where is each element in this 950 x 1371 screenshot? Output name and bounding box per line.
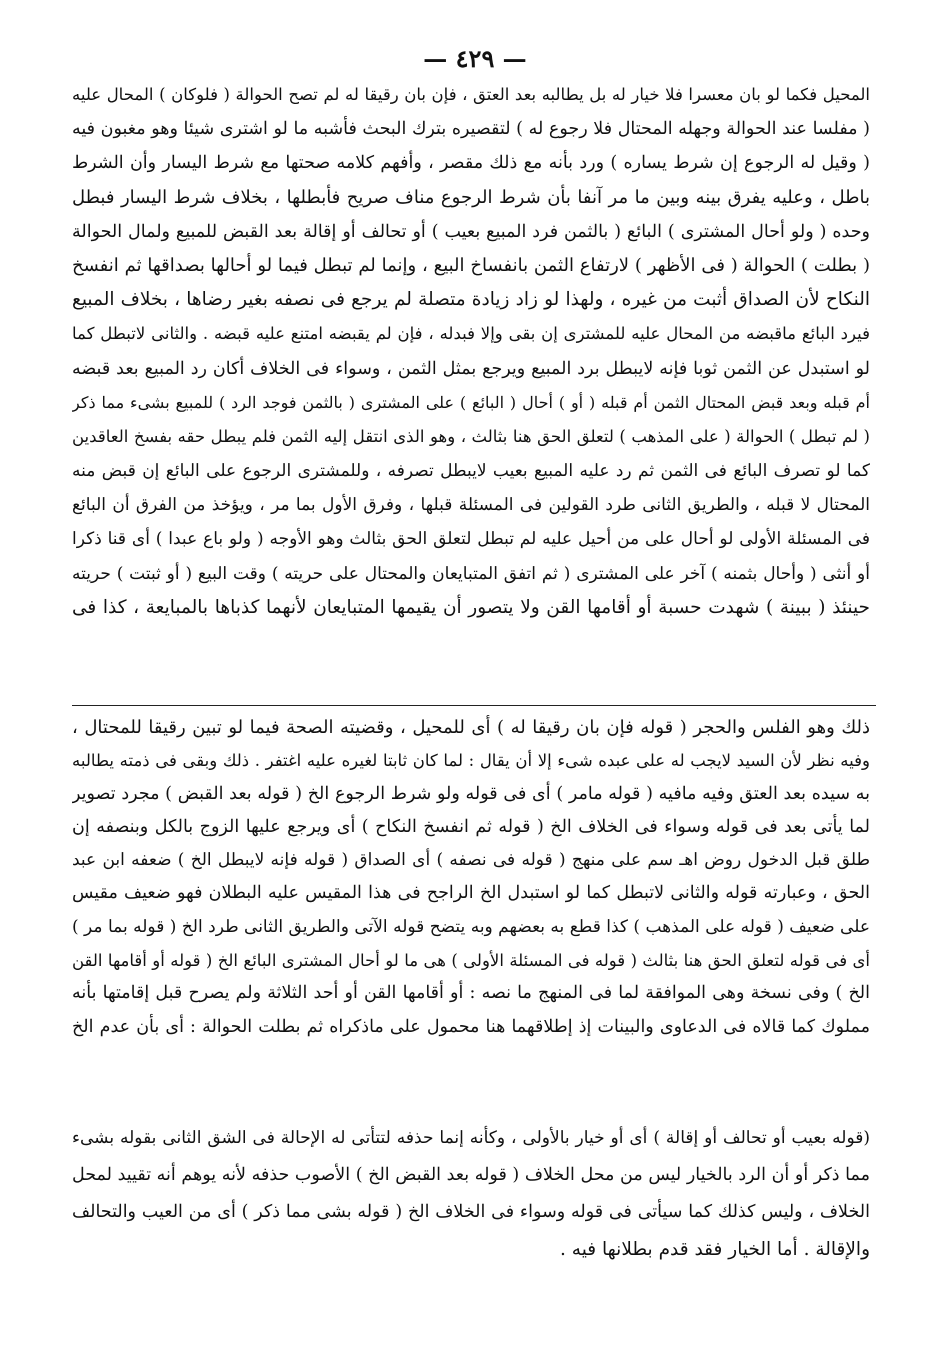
main-text-line: ( وقيل له الرجوع إن شرط يساره ) ورد بأنه مع ذلك مقصر ، وأفهم كلامه صحتها مع شرط اليسار وأن الشرط xyxy=(72,153,870,174)
main-text-line: ( لم تبطل ) الحوالة ( على المذهب ) لتعلق الحق هنا بثالث ، وهو الذى انتقل إليه الثمن فلم يبطل حقه بفسخ العاقدين xyxy=(72,426,870,446)
commentary-text xyxy=(72,711,870,1044)
commentary-line: طلق قبل الدخول روض اهـ سم على منهج ( قوله فى نصفه ) أى الصداق ( قوله فإنه لايبطل الخ ) ضعفه ابن عبد xyxy=(72,850,870,871)
main-text-line: كما لو تصرف البائع فى الثمن ثم رد عليه المبيع بعيب لايبطل تصرفه ، وللمشترى الرجوع على البائع إن قبض منه xyxy=(72,461,870,482)
main-text-line: وحده ( ولو أحال المشترى ) البائع ( بالثمن فرد المبيع بعيب ) أو تحالف أو إقالة بعد القبض للمبيع ولمال الحوالة xyxy=(72,221,870,242)
commentary-line: الحق ، وعبارته قوله والثانى لاتبطل كما لو استبدل الخ الراجح فى هذا المقيس عليه البطلان فهو ضعيف مقيس xyxy=(72,883,870,904)
main-text-line: أم قبله وبعد قبض المحتال الثمن أم قبله ( أو ) أحال ( البائع ) على المشترى ( بالثمن فوجد الرد ) للمبيع بشىء مما ذكر xyxy=(72,392,870,412)
main-text-line: باطل ، وعليه يفرق بينه وبين ما مر آنفا بأن شرط الرجوع مناف صريح فأبطلها ، بخلاف شرط اليسار فبطل xyxy=(72,186,870,208)
main-text-line: أو أنثى ( وأحال بثمنه ) آخر على المشترى ( ثم اتفق المتبايعان والمحتال على حريته ) وقت البيع ( أو ثبتت ) حريته xyxy=(72,563,870,584)
secondary-commentary-line: مما ذكر أو أن الرد بالخيار ليس من محل الخلاف ( قوله بعد القبض الخ ) الأصوب حذفه لأنه يوهم أنه تقييد لمحل xyxy=(72,1165,870,1185)
main-text-line: المحيل فكما لو بان معسرا فلا خيار له بل يطالبه بعد العتق ، فإن بان رقيقا له لم تصح الحوالة ( فلوكان ) المحال عليه xyxy=(72,85,870,104)
commentary-line: وفيه نظر لأن السيد لايجب له على عبده شىء إلا أن يقال : لما كان ثابتا لغيره عليه اغتفر . ذلك وبقى فى ذمته يطالبه xyxy=(72,751,870,771)
main-text-line: النكاح لأن الصداق أثبت من غيره ، ولهذا لو زاد زيادة متصلة لم يرجع فى نصفه بغير رضاها ، بخلاف المبيع xyxy=(72,289,870,311)
main-text xyxy=(72,78,870,625)
main-text-line: حينئذ ( ببينة ) شهدت حسبة أو أقامها القن ولا يتصور أن يقيمها المتبايعان لأنهما كذباها بالمبايعة ، كذا فى xyxy=(72,596,870,618)
secondary-commentary-line: (قوله بعيب أو تحالف أو إقالة ) أى أو خيار بالأولى ، وكأنه إنما حذفه لتتأتى له الإحالة فى الشق الثانى بقوله بشىء xyxy=(72,1128,870,1148)
main-text-line: فى المسئلة الأولى لو أحال على من أحيل عليه لم تبطل لتعلق الحق بثالث وهو الأوجه ( ولو باع عبدا ) أى قنا ذكرا xyxy=(72,529,870,550)
commentary-line: أى فى قوله لتعلق الحق هنا بثالث ( قوله فى المسئلة الأولى ) هى ما لو أحال المشترى البائع الخ ( قوله أو أقامها القن xyxy=(72,951,870,971)
secondary-commentary xyxy=(72,1120,870,1268)
main-text-line: المحتال لا قبله ، والطريق الثانى طرد القولين فى المسئلة قبلها ، وفرق الأول بما مر ، ويؤخذ من الفرق أن البائع xyxy=(72,495,870,516)
commentary-line: الخ ) وفى نسخة وهى الموافقة لما فى المنهج ما نصه : أو أقامها القن أو أحد الثلاثة ولم يصرح قبل إقامتها بأنه xyxy=(72,983,870,1004)
main-text-line: فيرد البائع ماقبضه من المحال عليه للمشترى إن بقى وإلا فبدله ، فإن لم يقبضه امتنع عليه قبضه . والثانى لاتبطل كما xyxy=(72,324,870,344)
main-text-line: ( بطلت ) الحوالة ( فى الأظهر ) لارتفاع الثمن بانفساخ البيع ، وإنما لم تبطل فيما لو أحالها بصداقها ثم انفسخ xyxy=(72,254,870,276)
footnote-divider xyxy=(72,705,876,706)
commentary-line: به سيده بعد العتق وفيه مافيه ( قوله مامر ) أى فى قوله ولو شرط الرجوع الخ ( قوله بعد القبض ) مجرد تصوير xyxy=(72,783,870,804)
commentary-line: ذلك وهو الفلس والحجر ( قوله فإن بان رقيقا له ) أى للمحيل ، وقضيته الصحة فيما لو تبين رقيقا للمحتال ، xyxy=(72,717,870,738)
commentary-line: لما يأتى بعد فى قوله وسواء فى الخلاف الخ ( قوله ثم انفسخ النكاح ) أى ويرجع عليها الزوج بالكل وبنصفه إن xyxy=(72,816,870,837)
main-text-line: لو استبدل عن الثمن ثوبا فإنه لايبطل برد المبيع ويرجع بمثل الثمن ، وسواء فى الخلاف أكان رد المبيع بعد قبضه xyxy=(72,358,870,379)
commentary-line: على ضعيف ( قوله على المذهب ) كذا قطع به بعضهم وبه يتضح قوله الآتى والطريق الثانى طرد الخ ( قوله بما مر ) xyxy=(72,916,870,937)
secondary-commentary-line: والإقالة . أما الخيار فقد قدم بطلانها فيه . xyxy=(560,1239,870,1260)
main-text-line: ( مفلسا عند الحوالة وجهله المحتال فلا رجوع له ) لتقصيره بترك البحث فأشبه ما لو اشترى شيئا وهو مغبون فيه xyxy=(72,119,870,140)
secondary-commentary-line: الخلاف ، وليس كذلك كما سيأتى فى قوله وسواء فى الخلاف الخ ( قوله بشى مما ذكر ) أى من العيب والتحالف xyxy=(72,1202,870,1222)
commentary-line: مملوك كما قالاه فى الدعاوى والبينات إذ إطلاقهما هنا محمول على ماذكراه ثم بطلت الحوالة : أى بأن عدم الخ xyxy=(72,1016,870,1037)
page-number: — ٤٢٩ — xyxy=(423,44,527,73)
